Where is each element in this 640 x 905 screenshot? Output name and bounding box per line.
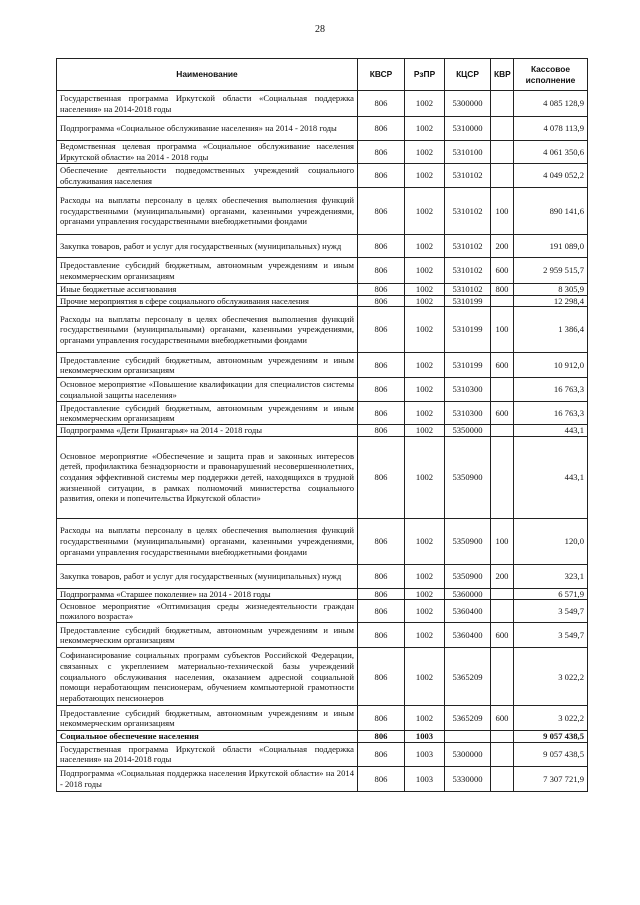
cell-kvr (491, 378, 514, 402)
cell-rzpr: 1002 (405, 402, 445, 425)
table-row (57, 425, 588, 437)
cell-rzpr: 1002 (405, 117, 445, 141)
cell-kcsr: 5310102 (445, 258, 491, 284)
cell-kcsr: 5310199 (445, 353, 491, 378)
cell-kvsr: 806 (358, 284, 405, 296)
cell-amount: 3 022,2 (514, 648, 588, 706)
table-row (57, 378, 588, 402)
cell-amount: 10 912,0 (514, 353, 588, 378)
cell-kcsr: 5310102 (445, 188, 491, 235)
cell-kcsr: 5310300 (445, 402, 491, 425)
cell-kvsr: 806 (358, 648, 405, 706)
cell-kvr (491, 141, 514, 164)
cell-rzpr: 1002 (405, 188, 445, 235)
cell-kvsr: 806 (358, 378, 405, 402)
column-header-kcsr: КЦСР (445, 59, 491, 91)
table-row (57, 731, 588, 743)
column-header-kvsr: КВСР (358, 59, 405, 91)
cell-amount: 2 959 515,7 (514, 258, 588, 284)
table-row (57, 742, 588, 766)
cell-name: Расходы на выплаты персоналу в целях обеспечения выполнения функций государственными (муниципальными) органами, казенными учреждениями, органами управления государственными внебюджетными фондами (57, 518, 358, 564)
table-row (57, 648, 588, 706)
cell-name: Прочие мероприятия в сфере социального обслуживания населения (57, 295, 358, 307)
cell-rzpr: 1002 (405, 518, 445, 564)
cell-kvsr: 806 (358, 141, 405, 164)
cell-kcsr: 5360400 (445, 600, 491, 623)
cell-kcsr: 5310100 (445, 141, 491, 164)
cell-amount: 3 549,7 (514, 623, 588, 648)
cell-amount: 120,0 (514, 518, 588, 564)
cell-kvr (491, 164, 514, 188)
table-row (57, 258, 588, 284)
cell-kcsr (445, 731, 491, 743)
cell-rzpr: 1002 (405, 258, 445, 284)
cell-kcsr: 5310102 (445, 164, 491, 188)
cell-name: Обеспечение деятельности подведомственных учреждений социального обслуживания населения (57, 164, 358, 188)
cell-rzpr: 1002 (405, 623, 445, 648)
cell-kvsr: 806 (358, 117, 405, 141)
table-row (57, 188, 588, 235)
cell-kvsr: 806 (358, 307, 405, 353)
cell-name: Ведомственная целевая программа «Социальное обслуживание населения Иркутской области» на 2014 - 2018 годы (57, 141, 358, 164)
cell-kvr (491, 742, 514, 766)
cell-amount: 191 089,0 (514, 235, 588, 258)
cell-kcsr: 5365209 (445, 648, 491, 706)
cell-kcsr: 5310102 (445, 284, 491, 296)
cell-kvsr: 806 (358, 436, 405, 518)
cell-name: Предоставление субсидий бюджетным, автономным учреждениям и иным некоммерческим организациям (57, 402, 358, 425)
table-row (57, 766, 588, 791)
cell-rzpr: 1002 (405, 436, 445, 518)
cell-amount: 4 049 052,2 (514, 164, 588, 188)
cell-kvr (491, 295, 514, 307)
table-row (57, 307, 588, 353)
cell-kvr (491, 766, 514, 791)
cell-kvr (491, 588, 514, 600)
cell-amount: 3 022,2 (514, 706, 588, 731)
cell-amount: 6 571,9 (514, 588, 588, 600)
table-body (57, 91, 588, 792)
cell-name: Предоставление субсидий бюджетным, автономным учреждениям и иным некоммерческим организациям (57, 706, 358, 731)
cell-kcsr: 5350900 (445, 436, 491, 518)
cell-kvsr: 806 (358, 402, 405, 425)
cell-name: Закупка товаров, работ и услуг для государственных (муниципальных) нужд (57, 235, 358, 258)
cell-rzpr: 1003 (405, 742, 445, 766)
table-row (57, 402, 588, 425)
cell-kvr: 100 (491, 307, 514, 353)
cell-kvsr: 806 (358, 600, 405, 623)
cell-name: Расходы на выплаты персоналу в целях обеспечения выполнения функций государственными (муниципальными) органами, казенными учреждениями, органами управления государственными внебюджетными фондами (57, 188, 358, 235)
cell-name: Подпрограмма «Социальное обслуживание населения» на 2014 - 2018 годы (57, 117, 358, 141)
cell-kvsr: 806 (358, 353, 405, 378)
cell-kvr (491, 648, 514, 706)
page-number: 28 (315, 24, 325, 35)
cell-kvr: 600 (491, 623, 514, 648)
table-row (57, 564, 588, 588)
cell-kvsr: 806 (358, 766, 405, 791)
cell-rzpr: 1002 (405, 425, 445, 437)
cell-kcsr: 5350900 (445, 518, 491, 564)
cell-kvsr: 806 (358, 564, 405, 588)
cell-rzpr: 1002 (405, 648, 445, 706)
cell-kvr (491, 425, 514, 437)
cell-amount: 443,1 (514, 425, 588, 437)
cell-amount: 443,1 (514, 436, 588, 518)
cell-kvsr: 806 (358, 188, 405, 235)
cell-kvsr: 806 (358, 518, 405, 564)
cell-kvr: 600 (491, 402, 514, 425)
cell-name: Подпрограмма «Старшее поколение» на 2014 - 2018 годы (57, 588, 358, 600)
cell-amount: 16 763,3 (514, 378, 588, 402)
table-row (57, 706, 588, 731)
cell-rzpr: 1002 (405, 706, 445, 731)
cell-kvr (491, 600, 514, 623)
cell-kvsr: 806 (358, 164, 405, 188)
cell-rzpr: 1002 (405, 164, 445, 188)
cell-name: Подпрограмма «Дети Приангарья» на 2014 - 2018 годы (57, 425, 358, 437)
cell-amount: 4 078 113,9 (514, 117, 588, 141)
cell-rzpr: 1003 (405, 731, 445, 743)
cell-kvsr: 806 (358, 731, 405, 743)
cell-name: Предоставление субсидий бюджетным, автономным учреждениям и иным некоммерческим организациям (57, 258, 358, 284)
cell-kvr: 100 (491, 518, 514, 564)
cell-kcsr: 5350000 (445, 425, 491, 437)
cell-rzpr: 1002 (405, 235, 445, 258)
cell-kvr: 200 (491, 235, 514, 258)
cell-kvr: 600 (491, 353, 514, 378)
cell-name: Основное мероприятие «Оптимизация среды жизнедеятельности граждан пожилого возраста» (57, 600, 358, 623)
table-header (57, 59, 588, 91)
table-row (57, 141, 588, 164)
cell-rzpr: 1002 (405, 141, 445, 164)
cell-rzpr: 1002 (405, 564, 445, 588)
cell-kcsr: 5365209 (445, 706, 491, 731)
cell-kvr (491, 436, 514, 518)
cell-kcsr: 5310102 (445, 235, 491, 258)
table-row (57, 284, 588, 296)
cell-amount: 7 307 721,9 (514, 766, 588, 791)
cell-kvsr: 806 (358, 588, 405, 600)
cell-name: Расходы на выплаты персоналу в целях обеспечения выполнения функций государственными (муниципальными) органами, казенными учреждениями, органами управления государственными внебюджетными фондами (57, 307, 358, 353)
cell-kvr (491, 731, 514, 743)
cell-name: Подпрограмма «Социальная поддержка населения Иркутской области» на 2014 - 2018 годы (57, 766, 358, 791)
cell-amount: 12 298,4 (514, 295, 588, 307)
cell-kvsr: 806 (358, 425, 405, 437)
table-row (57, 295, 588, 307)
cell-kvr: 200 (491, 564, 514, 588)
cell-name: Государственная программа Иркутской области «Социальная поддержка населения» на 2014-2018 годы (57, 91, 358, 117)
cell-kcsr: 5360000 (445, 588, 491, 600)
cell-amount: 1 386,4 (514, 307, 588, 353)
column-header-kvr: КВР (491, 59, 514, 91)
cell-kvsr: 806 (358, 91, 405, 117)
cell-amount: 9 057 438,5 (514, 742, 588, 766)
cell-amount: 3 549,7 (514, 600, 588, 623)
cell-name: Основное мероприятие «Обеспечение и защита прав и законных интересов детей, профилактика безнадзорности и правонарушений несовершеннолетних, создания эффективной системы мер поддержки детей, находящихся в трудной жизненной ситуации, в рамках полномочий министерства социального развития, опеки и попечительства Иркутской области» (57, 436, 358, 518)
cell-rzpr: 1002 (405, 295, 445, 307)
cell-amount: 16 763,3 (514, 402, 588, 425)
cell-kvr: 800 (491, 284, 514, 296)
cell-name: Предоставление субсидий бюджетным, автономным учреждениям и иным некоммерческим организациям (57, 353, 358, 378)
cell-kvsr: 806 (358, 258, 405, 284)
cell-name: Закупка товаров, работ и услуг для государственных (муниципальных) нужд (57, 564, 358, 588)
table-row (57, 600, 588, 623)
cell-kcsr: 5300000 (445, 742, 491, 766)
table-row (57, 235, 588, 258)
cell-rzpr: 1002 (405, 378, 445, 402)
cell-rzpr: 1002 (405, 284, 445, 296)
cell-kvsr: 806 (358, 742, 405, 766)
cell-rzpr: 1002 (405, 600, 445, 623)
cell-rzpr: 1003 (405, 766, 445, 791)
cell-name: Софинансирование социальных программ субъектов Российской Федерации, связанных с укреплением материально-технической базы учреждений социального обслуживания населения, оказанием адресной социальной помощи неработающим пенсионерам, обучением компьютерной грамотности неработающих пенсионеров (57, 648, 358, 706)
cell-kvsr: 806 (358, 623, 405, 648)
cell-name: Предоставление субсидий бюджетным, автономным учреждениям и иным некоммерческим организациям (57, 623, 358, 648)
cell-kcsr: 5300000 (445, 91, 491, 117)
cell-kcsr: 5310300 (445, 378, 491, 402)
cell-kvsr: 806 (358, 235, 405, 258)
cell-kvr: 100 (491, 188, 514, 235)
cell-kvr: 600 (491, 706, 514, 731)
budget-table (56, 58, 588, 792)
cell-kvr (491, 91, 514, 117)
cell-rzpr: 1002 (405, 353, 445, 378)
cell-kcsr: 5330000 (445, 766, 491, 791)
table-row (57, 353, 588, 378)
table-row (57, 117, 588, 141)
cell-name: Государственная программа Иркутской области «Социальная поддержка населения» на 2014-2018 годы (57, 742, 358, 766)
cell-kvsr: 806 (358, 706, 405, 731)
cell-amount: 4 085 128,9 (514, 91, 588, 117)
table-row (57, 518, 588, 564)
cell-rzpr: 1002 (405, 588, 445, 600)
cell-kvr: 600 (491, 258, 514, 284)
cell-kvsr: 806 (358, 295, 405, 307)
column-header-amount: Кассовое исполнение (514, 59, 588, 91)
cell-amount: 9 057 438,5 (514, 731, 588, 743)
table-row (57, 588, 588, 600)
cell-name: Основное мероприятие «Повышение квалификации для специалистов системы социальной защиты населения» (57, 378, 358, 402)
cell-kcsr: 5310199 (445, 307, 491, 353)
cell-kcsr: 5310000 (445, 117, 491, 141)
cell-rzpr: 1002 (405, 307, 445, 353)
cell-name: Социальное обеспечение населения (57, 731, 358, 743)
cell-amount: 890 141,6 (514, 188, 588, 235)
cell-rzpr: 1002 (405, 91, 445, 117)
table-row (57, 436, 588, 518)
cell-kcsr: 5310199 (445, 295, 491, 307)
cell-kcsr: 5350900 (445, 564, 491, 588)
table-row (57, 623, 588, 648)
column-header-name: Наименование (57, 59, 358, 91)
table-row (57, 164, 588, 188)
cell-amount: 4 061 350,6 (514, 141, 588, 164)
column-header-rzpr: РзПР (405, 59, 445, 91)
cell-amount: 8 305,9 (514, 284, 588, 296)
cell-amount: 323,1 (514, 564, 588, 588)
cell-kcsr: 5360400 (445, 623, 491, 648)
cell-kvr (491, 117, 514, 141)
table-row (57, 91, 588, 117)
cell-name: Иные бюджетные ассигнования (57, 284, 358, 296)
